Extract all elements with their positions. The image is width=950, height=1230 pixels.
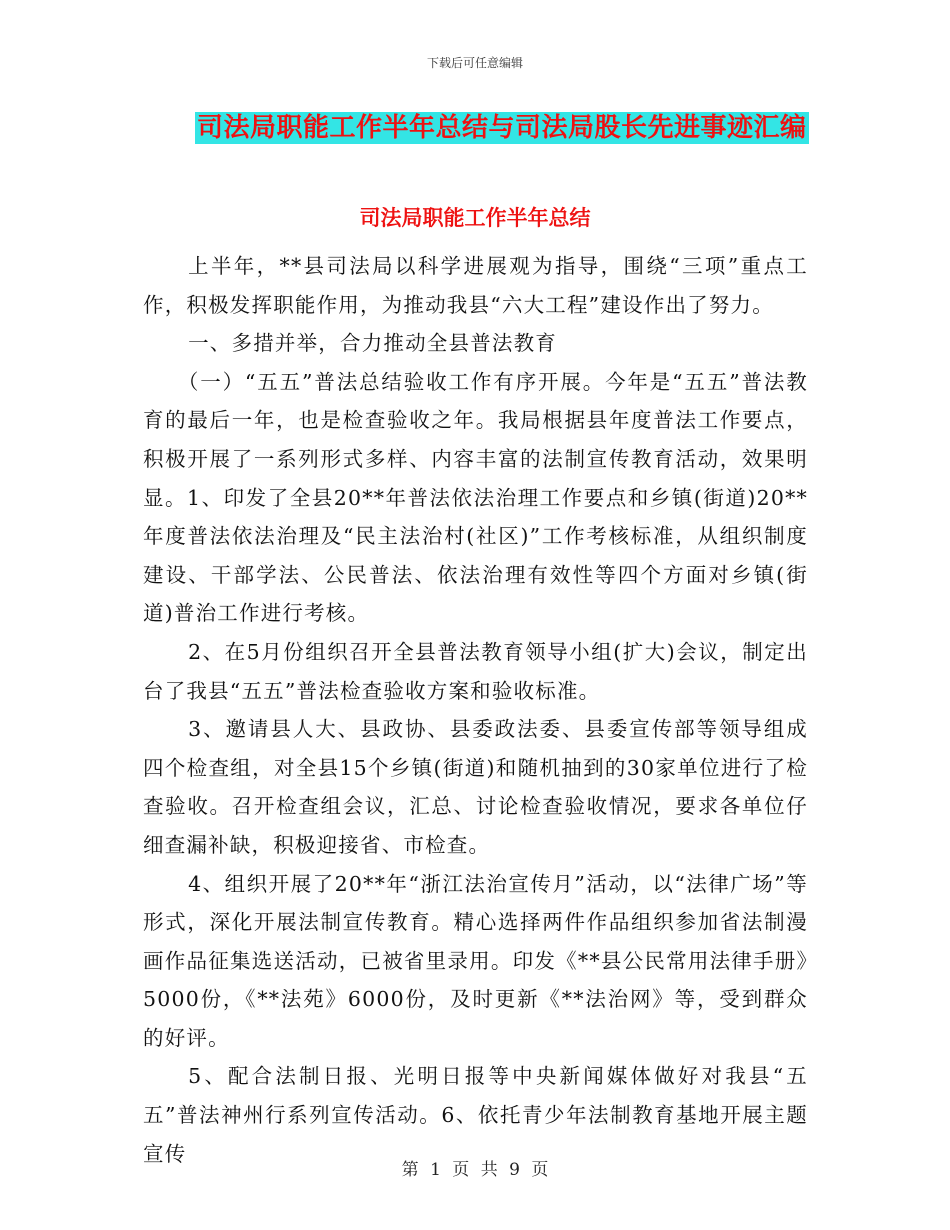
document-body [143, 247, 808, 1173]
paragraph-item-2: 2、在5月份组织召开全县普法教育领导小组(扩大)会议，制定出台了我县“五五”普法检查验收方案和验收标准。 [143, 639, 808, 703]
main-title-highlight [195, 112, 809, 144]
paragraph-item-3: 3、邀请县人大、县政协、县委政法委、县委宣传部等领导组成四个检查组，对全县15个乡镇(街道)和随机抽到的30家单位进行了检查验收。召开检查组会议，汇总、讨论检查验收情况，要求各单位仔细查漏补缺，积极迎接省、市检查。 [143, 717, 808, 857]
section-title: 司法局职能工作半年总结 [359, 206, 591, 230]
main-title: 司法局职能工作半年总结与司法局股长先进事迹汇编 [197, 113, 807, 143]
paragraph-heading-1: 一、多措并举，合力推动全县普法教育 [188, 331, 557, 356]
page-number-footer: 第 1 页 共 9 页 [401, 1160, 549, 1180]
paragraph-intro: 上半年，**县司法局以科学进展观为指导，围绕“三项”重点工作，积极发挥职能作用，为推动我县“六大工程”建设作出了努力。 [143, 254, 808, 317]
header-note: 下载后可任意编辑 [426, 56, 523, 70]
paragraph-item-5: 5、配合法制日报、光明日报等中央新闻媒体做好对我县“五五”普法神州行系列宣传活动。6、依托青少年法制教育基地开展主题宣传 [143, 1064, 808, 1166]
paragraph-item-4: 4、组织开展了20**年“浙江法治宣传月”活动，以“法律广场”等形式，深化开展法制宣传教育。精心选择两件作品组织参加省法制漫画作品征集选送活动，已被省里录用。印发《**县公民常用法律手册》5000份，《**法苑》6000份，及时更新《**法治网》等，受到群众的好评。 [143, 871, 808, 1050]
paragraph-subsection-1: （一）“五五”普法总结验收工作有序开展。今年是“五五”普法教育的最后一年，也是检查验收之年。我局根据县年度普法工作要点，积极开展了一系列形式多样、内容丰富的法制宣传教育活动，效果明显。1、印发了全县20**年普法依法治理工作要点和乡镇(街道)20**年度普法依法治理及“民主法治村(社区)”工作考核标准，从组织制度建设、干部学法、公民普法、依法治理有效性等四个方面对乡镇(街道)普治工作进行考核。 [143, 369, 808, 626]
